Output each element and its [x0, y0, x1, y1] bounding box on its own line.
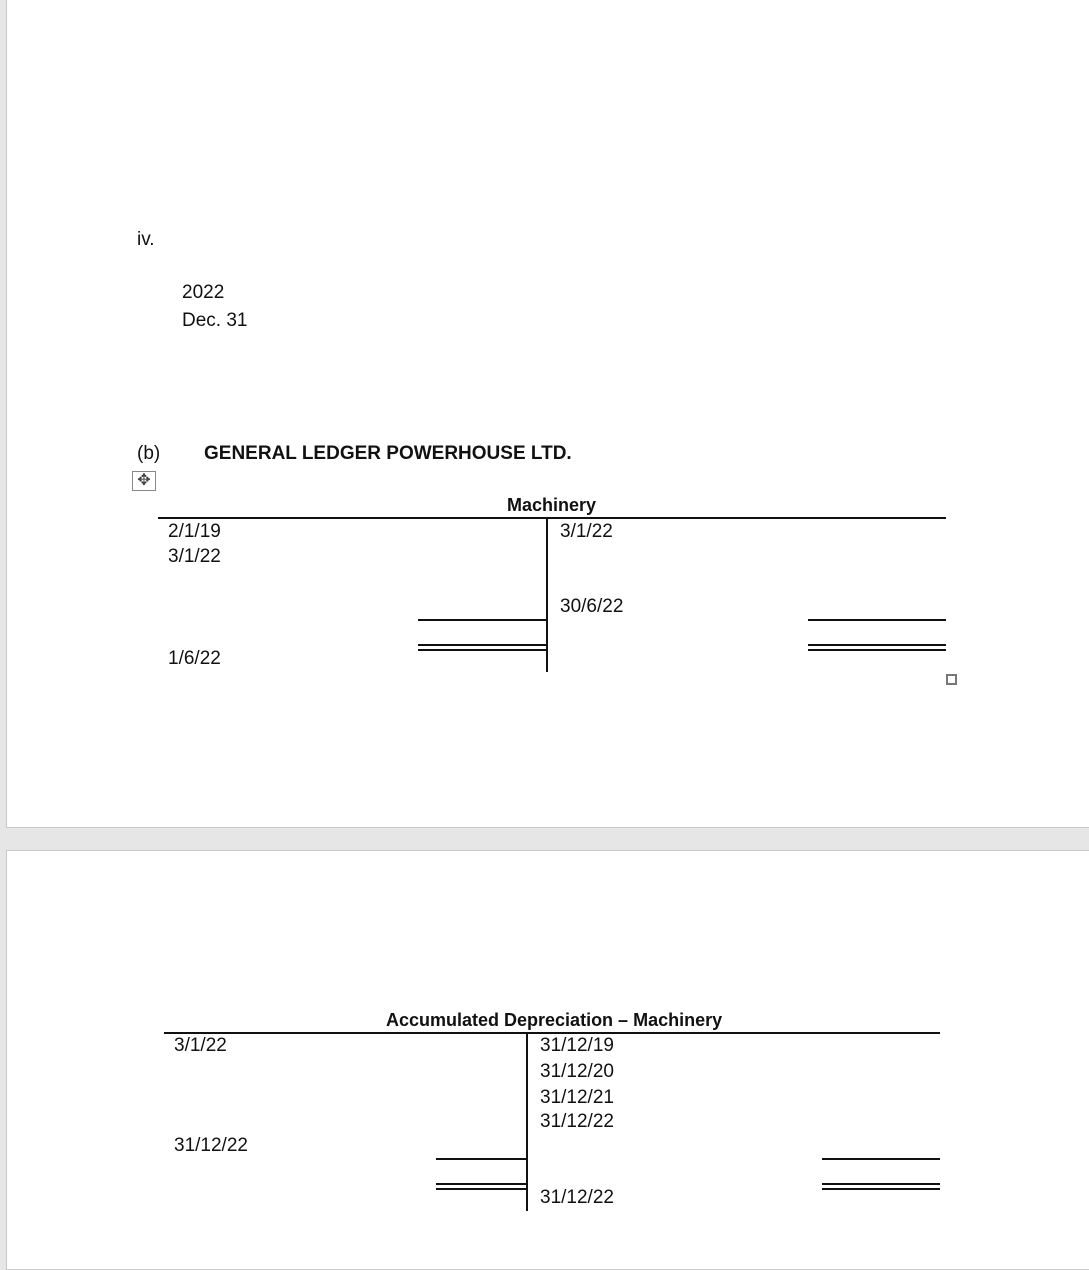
machinery-debit-total-rule: [418, 644, 546, 651]
machinery-top-rule: [158, 517, 946, 519]
acc-dep-credit-date: 31/12/19: [540, 1035, 614, 1056]
acc-dep-credit-date: 31/12/21: [540, 1087, 614, 1108]
acc-dep-debit-date: 3/1/22: [174, 1035, 227, 1056]
machinery-center-rule: [546, 517, 548, 672]
acc-dep-credit-date: 31/12/22: [540, 1187, 614, 1208]
machinery-debit-date: 1/6/22: [168, 648, 221, 669]
acc-dep-title: Accumulated Depreciation – Machinery: [386, 1010, 723, 1030]
table-move-handle-icon[interactable]: ✥: [132, 471, 156, 491]
document-page-2: [6, 850, 1089, 1270]
acc-dep-debit-total-rule: [436, 1183, 526, 1190]
item-label: iv.: [137, 229, 155, 250]
acc-dep-center-rule: [526, 1032, 528, 1211]
machinery-credit-total-rule: [808, 644, 946, 651]
acc-dep-credit-date: 31/12/20: [540, 1061, 614, 1082]
machinery-debit-date: 2/1/19: [168, 521, 221, 542]
machinery-credit-date: 30/6/22: [560, 596, 624, 617]
acc-dep-credit-subtotal-rule: [822, 1158, 940, 1160]
document-page-1: [6, 0, 1089, 828]
machinery-debit-subtotal-rule: [418, 619, 546, 621]
machinery-credit-date: 3/1/22: [560, 521, 613, 542]
machinery-title: Machinery: [507, 495, 597, 515]
acc-dep-debit-date: 31/12/22: [174, 1135, 248, 1156]
section-title: GENERAL LEDGER POWERHOUSE LTD.: [204, 443, 572, 464]
machinery-credit-subtotal-rule: [808, 619, 946, 621]
table-resize-handle-icon[interactable]: [946, 674, 957, 685]
acc-dep-debit-subtotal-rule: [436, 1158, 526, 1160]
machinery-debit-date: 3/1/22: [168, 546, 221, 567]
acc-dep-credit-date: 31/12/22: [540, 1111, 614, 1132]
section-label: (b): [137, 443, 161, 464]
entry-year: 2022: [182, 282, 225, 303]
acc-dep-credit-total-rule: [822, 1183, 940, 1190]
acc-dep-top-rule: [164, 1032, 940, 1034]
entry-date: Dec. 31: [182, 310, 248, 331]
